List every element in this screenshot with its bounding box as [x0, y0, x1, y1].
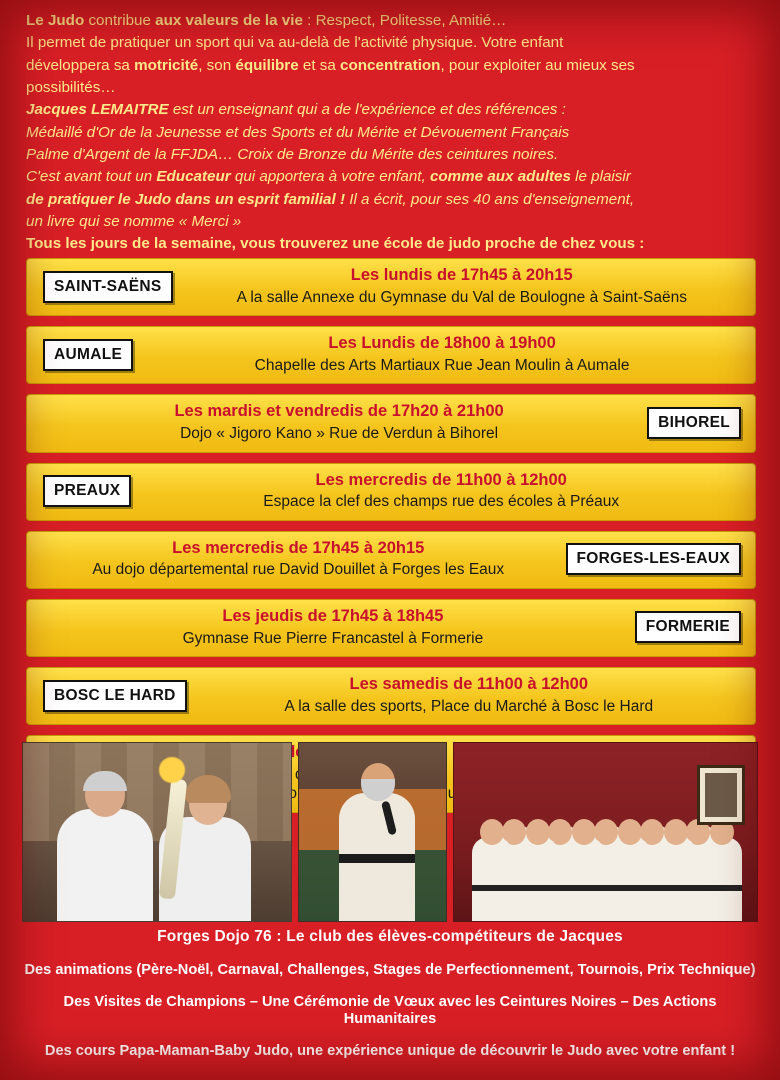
- photo-children-group: [453, 742, 758, 922]
- intro-line-3-c: , son: [198, 56, 236, 74]
- photo-child: [564, 837, 604, 921]
- intro-line-3-d: équilibre: [235, 56, 299, 74]
- schedule-time: Les samedis de 11h00 à 12h00: [349, 675, 589, 694]
- intro-line-9-a: de pratiquer le Judo dans un esprit familial !: [26, 190, 345, 208]
- schedule-row[interactable]: [26, 531, 756, 589]
- city-tag-forges-les-eaux: FORGES-LES-EAUX: [566, 543, 741, 575]
- photo-child-belt: [610, 885, 650, 891]
- portrait-image: [705, 773, 737, 817]
- intro-line-3-g: , pour exploiter au mieux ses: [440, 56, 635, 74]
- photo-torch-bearers: [22, 742, 292, 922]
- intro-line-3-a: développera sa: [26, 56, 135, 74]
- intro-line-1-b: contribue: [84, 12, 156, 29]
- intro-line-11-b: , vous trouverez une école de judo proche de chez vous :: [231, 235, 645, 253]
- schedule-texts: [133, 334, 751, 375]
- club-line: Forges Dojo 76 : Le club des élèves-compétiteurs de Jacques: [157, 928, 623, 945]
- intro-line-3-e: et sa: [298, 56, 341, 74]
- intro-line-5: [26, 99, 756, 121]
- photo-person-man: [57, 809, 153, 921]
- intro-line-8-e: le plaisir: [570, 168, 631, 186]
- intro-line-3-f: concentration: [340, 56, 441, 74]
- photo-child-belt: [564, 885, 604, 891]
- photo-child-head: [526, 819, 550, 845]
- intro-line-11: [26, 233, 756, 255]
- intro-line-6: Médaillé d'Or de la Jeunesse et des Sports et du Mérite et Dévouement Français: [26, 123, 570, 141]
- photo-child-belt: [702, 885, 742, 891]
- photo-child-belt: [472, 885, 512, 891]
- schedule-time: Les lundis de 17h45 à 20h15: [350, 266, 573, 284]
- schedule-row[interactable]: [26, 599, 756, 657]
- intro-line-7: Palme d'Argent de la FFJDA… Croix de Bronze du Mérite des ceintures noires.: [26, 146, 559, 164]
- intro-line-9-b: Il a écrit, pour ses 40 ans d'enseignement,: [345, 190, 635, 208]
- schedule-place: Chapelle des Arts Martiaux Rue Jean Moulin à Aumale: [254, 356, 630, 374]
- photo-child-belt: [518, 885, 558, 891]
- torch-flame: [159, 757, 185, 783]
- city-tag-saint-saens: SAINT-SAËNS: [43, 271, 173, 303]
- intro-line-10: un livre qui se nomme « Merci »: [26, 213, 242, 231]
- schedule-time: Les Lundis de 18h00 à 19h00: [328, 334, 556, 353]
- intro-line-8-d: comme aux adultes: [429, 168, 571, 186]
- schedule-place: A la salle Annexe du Gymnase du Val de Boulogne à Saint-Saëns: [236, 288, 687, 306]
- baby-judo-line: Des cours Papa-Maman-Baby Judo, une expérience unique de découvrir le Judo avec votre enfant !: [44, 1042, 736, 1059]
- city-tag-formerie: FORMERIE: [635, 611, 741, 643]
- photo-child: [702, 837, 742, 921]
- schedule-time: Les jeudis de 17h45 à 18h45: [222, 606, 444, 625]
- schedule-time: de: [285, 743, 305, 762]
- intro-line-8: [26, 166, 756, 188]
- schedule-row[interactable]: [26, 394, 756, 452]
- intro-line-8-b: Educateur: [156, 168, 231, 186]
- instructor-name: Jacques LEMAITRE: [26, 101, 169, 119]
- photo-child: [472, 837, 512, 921]
- bottom-text-block: [16, 928, 764, 1074]
- intro-line-1-a: Le Judo: [26, 12, 85, 29]
- intro-line-3: [26, 55, 756, 77]
- intro-line-4: possibilités…: [26, 79, 116, 97]
- schedule-time: Les mercredis de 11h00 à 12h00: [315, 470, 567, 489]
- city-tag-bihorel: BIHOREL: [647, 407, 741, 439]
- schedule-texts: [31, 607, 635, 648]
- schedule-texts: [173, 266, 751, 307]
- city-tag-preaux: PREAUX: [43, 475, 131, 507]
- schedule-texts: [31, 402, 647, 443]
- intro-text-block: [26, 10, 756, 256]
- photo-judoka-with-microphone: [298, 742, 447, 922]
- intro-line-1: [26, 10, 756, 32]
- city-tag-aumale: AUMALE: [43, 339, 133, 371]
- photo-child-belt: [656, 885, 696, 891]
- photo-child-head: [480, 819, 504, 845]
- schedule-place: Espace la clef des champs rue des écoles à Préaux: [263, 493, 620, 511]
- intro-line-8-a: C'est avant tout un: [26, 168, 157, 186]
- schedule-time: Les mardis et vendredis de 17h20 à 21h00: [174, 402, 504, 421]
- city-tag-bosc-le-hard: BOSC LE HARD: [43, 680, 187, 712]
- schedule-row[interactable]: [26, 667, 756, 725]
- schedule-texts: [187, 675, 751, 716]
- intro-line-5-b: est un enseignant qui a de l'expérience et des références :: [168, 101, 566, 119]
- schedule-texts: [31, 539, 566, 580]
- framed-portrait: [697, 765, 745, 825]
- schedule-row[interactable]: [26, 463, 756, 521]
- schedule-time: Les mercredis de 17h45 à 20h15: [172, 538, 425, 557]
- photo-child-head: [572, 819, 596, 845]
- activities-line: Des animations (Père-Noël, Carnaval, Challenges, Stages de Perfectionnement, Tournois, Prix Technique): [24, 962, 756, 978]
- intro-line-1-c: aux valeurs de la vie: [155, 12, 303, 29]
- schedule-place: Dojo « Jigoro Kano » Rue de Verdun à Bihorel: [180, 425, 499, 443]
- schedule-row[interactable]: [26, 258, 756, 316]
- photo-child: [518, 837, 558, 921]
- photo-strip: [22, 742, 758, 922]
- schedule-list: [26, 258, 756, 823]
- events-line: Des Visites de Champions – Une Cérémonie de Vœux avec les Ceintures Noires – Des Actions Humanitaires: [63, 993, 717, 1027]
- intro-line-3-b: motricité: [134, 56, 199, 74]
- schedule-place: Gymnase Rue Pierre Francastel à Formerie: [182, 629, 484, 647]
- black-belt: [339, 854, 415, 863]
- intro-line-1-d: : Respect, Politesse, Amitié…: [302, 12, 507, 29]
- photo-child: [656, 837, 696, 921]
- intro-line-2: Il permet de pratiquer un sport qui va au-delà de l'activité physique. Votre enfant: [26, 34, 564, 52]
- schedule-place: A la salle des sports, Place du Marché à Bosc le Hard: [284, 697, 654, 715]
- schedule-place: Au dojo départemental rue David Douillet à Forges les Eaux: [92, 561, 505, 579]
- photo-child-head: [664, 819, 688, 845]
- schedule-texts: [131, 471, 751, 512]
- intro-line-8-c: qui apportera à votre enfant,: [230, 168, 430, 186]
- photo-child-head: [618, 819, 642, 845]
- intro-line-9: [26, 189, 756, 211]
- intro-line-11-a: Tous les jours de la semaine: [26, 235, 232, 253]
- photo-child: [610, 837, 650, 921]
- schedule-row[interactable]: [26, 326, 756, 384]
